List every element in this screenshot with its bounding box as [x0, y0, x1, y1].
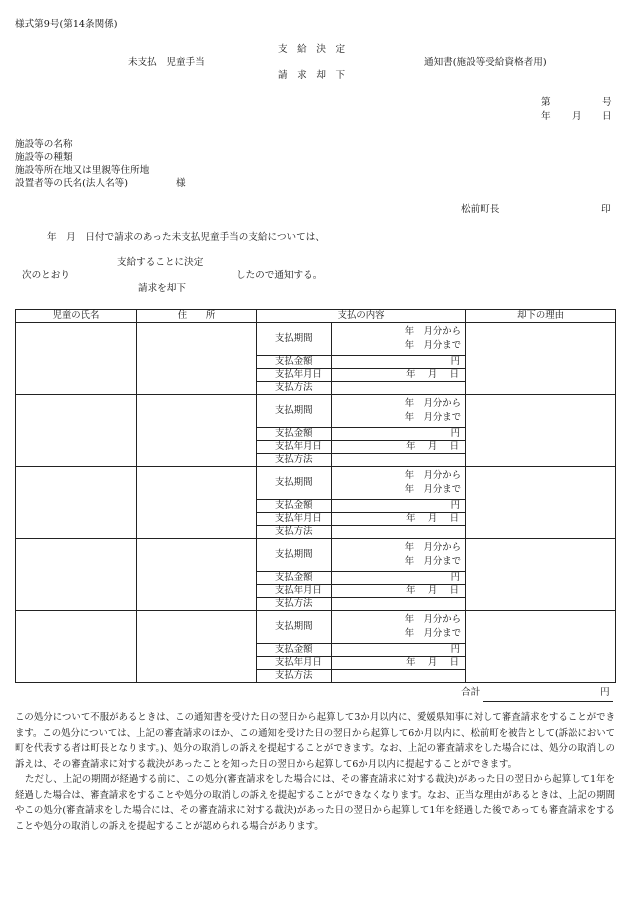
- method-label: 支払方法: [257, 526, 332, 539]
- address-cell[interactable]: [137, 611, 257, 683]
- period-from: 年 月分から: [404, 470, 462, 481]
- method-label: 支払方法: [257, 598, 332, 611]
- address-cell[interactable]: [137, 395, 257, 467]
- payment-table: [15, 309, 616, 683]
- period-from: 年 月分から: [404, 398, 462, 409]
- amount-value[interactable]: 円: [332, 428, 466, 441]
- method-value[interactable]: [332, 670, 466, 683]
- method-value[interactable]: [332, 526, 466, 539]
- form-number: 様式第9号(第14条関係): [15, 19, 118, 30]
- amount-label: 支払金額: [257, 428, 332, 441]
- period-value-cell[interactable]: [332, 395, 466, 428]
- header-child-name: 児童の氏名: [16, 310, 137, 323]
- record-row: [16, 539, 616, 572]
- amount-value[interactable]: 円: [332, 356, 466, 369]
- header-reject-reason: 却下の理由: [466, 310, 616, 323]
- date-year: 年: [541, 111, 551, 122]
- period-label: 支払期間: [257, 395, 332, 428]
- amount-value[interactable]: 円: [332, 572, 466, 585]
- address-cell[interactable]: [137, 467, 257, 539]
- reject-reason-cell[interactable]: [466, 323, 616, 395]
- paydate-value[interactable]: 年 月 日: [332, 657, 466, 670]
- period-from: 年 月分から: [404, 542, 462, 553]
- amount-label: 支払金額: [257, 644, 332, 657]
- amount-value[interactable]: 円: [332, 644, 466, 657]
- method-value[interactable]: [332, 598, 466, 611]
- title-right: 通知書(施設等受給資格者用): [424, 57, 547, 68]
- title-left: 未支払 児童手当: [128, 57, 205, 68]
- honorific: 様: [176, 178, 186, 189]
- issuer-seal: 印: [601, 204, 611, 215]
- period-label: 支払期間: [257, 467, 332, 500]
- reject-reason-cell[interactable]: [466, 395, 616, 467]
- date-month: 月: [572, 111, 582, 122]
- total-field: [483, 687, 613, 702]
- facility-address-label: 施設等所在地又は里親等住所地: [15, 165, 150, 176]
- amount-label: 支払金額: [257, 500, 332, 513]
- record-row: [16, 467, 616, 500]
- facility-name-label: 施設等の名称: [15, 139, 73, 150]
- title-option-grant: 支 給 決 定: [278, 44, 346, 55]
- body-prefix: 次のとおり: [22, 270, 70, 281]
- header-address: 住 所: [137, 310, 257, 323]
- period-label: 支払期間: [257, 611, 332, 644]
- issuer-mayor: 松前町長: [461, 204, 500, 215]
- amount-value[interactable]: 円: [332, 500, 466, 513]
- period-value-cell[interactable]: [332, 611, 466, 644]
- body-option-grant: 支給することに決定: [117, 257, 204, 268]
- reject-reason-cell[interactable]: [466, 611, 616, 683]
- period-to: 年 月分まで: [404, 628, 462, 639]
- number-label-left: 第: [541, 97, 551, 108]
- amount-label: 支払金額: [257, 572, 332, 585]
- period-label: 支払期間: [257, 539, 332, 572]
- paydate-value[interactable]: 年 月 日: [332, 441, 466, 454]
- method-label: 支払方法: [257, 382, 332, 395]
- period-to: 年 月分まで: [404, 556, 462, 567]
- address-cell[interactable]: [137, 539, 257, 611]
- title-option-reject: 請 求 却 下: [278, 70, 346, 81]
- child-name-cell[interactable]: [16, 395, 137, 467]
- paydate-label: 支払年月日: [257, 513, 332, 526]
- period-value-cell[interactable]: [332, 323, 466, 356]
- child-name-cell[interactable]: [16, 323, 137, 395]
- paydate-label: 支払年月日: [257, 657, 332, 670]
- paydate-value[interactable]: 年 月 日: [332, 513, 466, 526]
- operator-name-label: 設置者等の氏名(法人名等): [15, 178, 129, 189]
- period-from: 年 月分から: [404, 614, 462, 625]
- address-cell[interactable]: [137, 323, 257, 395]
- body-suffix: したので通知する。: [236, 270, 323, 281]
- period-to: 年 月分まで: [404, 412, 462, 423]
- notice-paragraph-2: ただし、上記の期間が経過する前に、この処分(審査請求をした場合には、その審査請求に対する裁決)があった日の翌日から起算して1年を経過した場合は、審査請求をすることや処分の取消しの訴えを提起することができなくなります。なお、正当な理由があるときは、上記の期間やこの処分(審査請求をした場合には、その審査請求に対する裁決)があった日の翌日から起算して1年を経過した後であっても審査請求をすることや処分の取消しの訴えを提起することが認められる場合があります。: [15, 774, 615, 832]
- period-to: 年 月分まで: [404, 484, 462, 495]
- child-name-cell[interactable]: [16, 611, 137, 683]
- period-value-cell[interactable]: [332, 539, 466, 572]
- paydate-label: 支払年月日: [257, 585, 332, 598]
- paydate-value[interactable]: 年 月 日: [332, 585, 466, 598]
- record-row: [16, 323, 616, 356]
- record-row: [16, 395, 616, 428]
- amount-label: 支払金額: [257, 356, 332, 369]
- method-value[interactable]: [332, 454, 466, 467]
- method-label: 支払方法: [257, 454, 332, 467]
- notice-paragraph-1: この処分について不服があるときは、この通知書を受けた日の翌日から起算して3か月以内に、愛媛県知事に対して審査請求をすることができます。この処分については、上記の審査請求のほか、この通知を受けた日の翌日から起算して6か月以内に、松前町を被告として(訴訟において町を代表する者は町長となります。)、処分の取消しの訴えを提起することができます。なお、上記の審査請求をした場合には、処分の取消しの訴えは、その審査請求に対する裁決があったことを知った日の翌日から起算して6か月以内に提起することができます。: [15, 712, 615, 770]
- reject-reason-cell[interactable]: [466, 467, 616, 539]
- period-to: 年 月分まで: [404, 340, 462, 351]
- body-line-1: 年 月 日付で請求のあった未支払児童手当の支給については、: [47, 232, 325, 243]
- child-name-cell[interactable]: [16, 539, 137, 611]
- header-payment-content: 支払の内容: [257, 310, 466, 323]
- paydate-label: 支払年月日: [257, 369, 332, 382]
- period-from: 年 月分から: [404, 326, 462, 337]
- period-value-cell[interactable]: [332, 467, 466, 500]
- paydate-label: 支払年月日: [257, 441, 332, 454]
- total-label: 合計: [461, 687, 481, 698]
- method-label: 支払方法: [257, 670, 332, 683]
- record-row: [16, 611, 616, 644]
- number-label-right: 号: [602, 97, 612, 108]
- date-day: 日: [602, 111, 612, 122]
- body-option-reject: 請求を却下: [138, 283, 186, 294]
- paydate-value[interactable]: 年 月 日: [332, 369, 466, 382]
- table-header-row: [16, 310, 616, 323]
- period-label: 支払期間: [257, 323, 332, 356]
- facility-type-label: 施設等の種類: [15, 152, 73, 163]
- child-name-cell[interactable]: [16, 467, 137, 539]
- total-unit: 円: [600, 687, 610, 698]
- method-value[interactable]: [332, 382, 466, 395]
- reject-reason-cell[interactable]: [466, 539, 616, 611]
